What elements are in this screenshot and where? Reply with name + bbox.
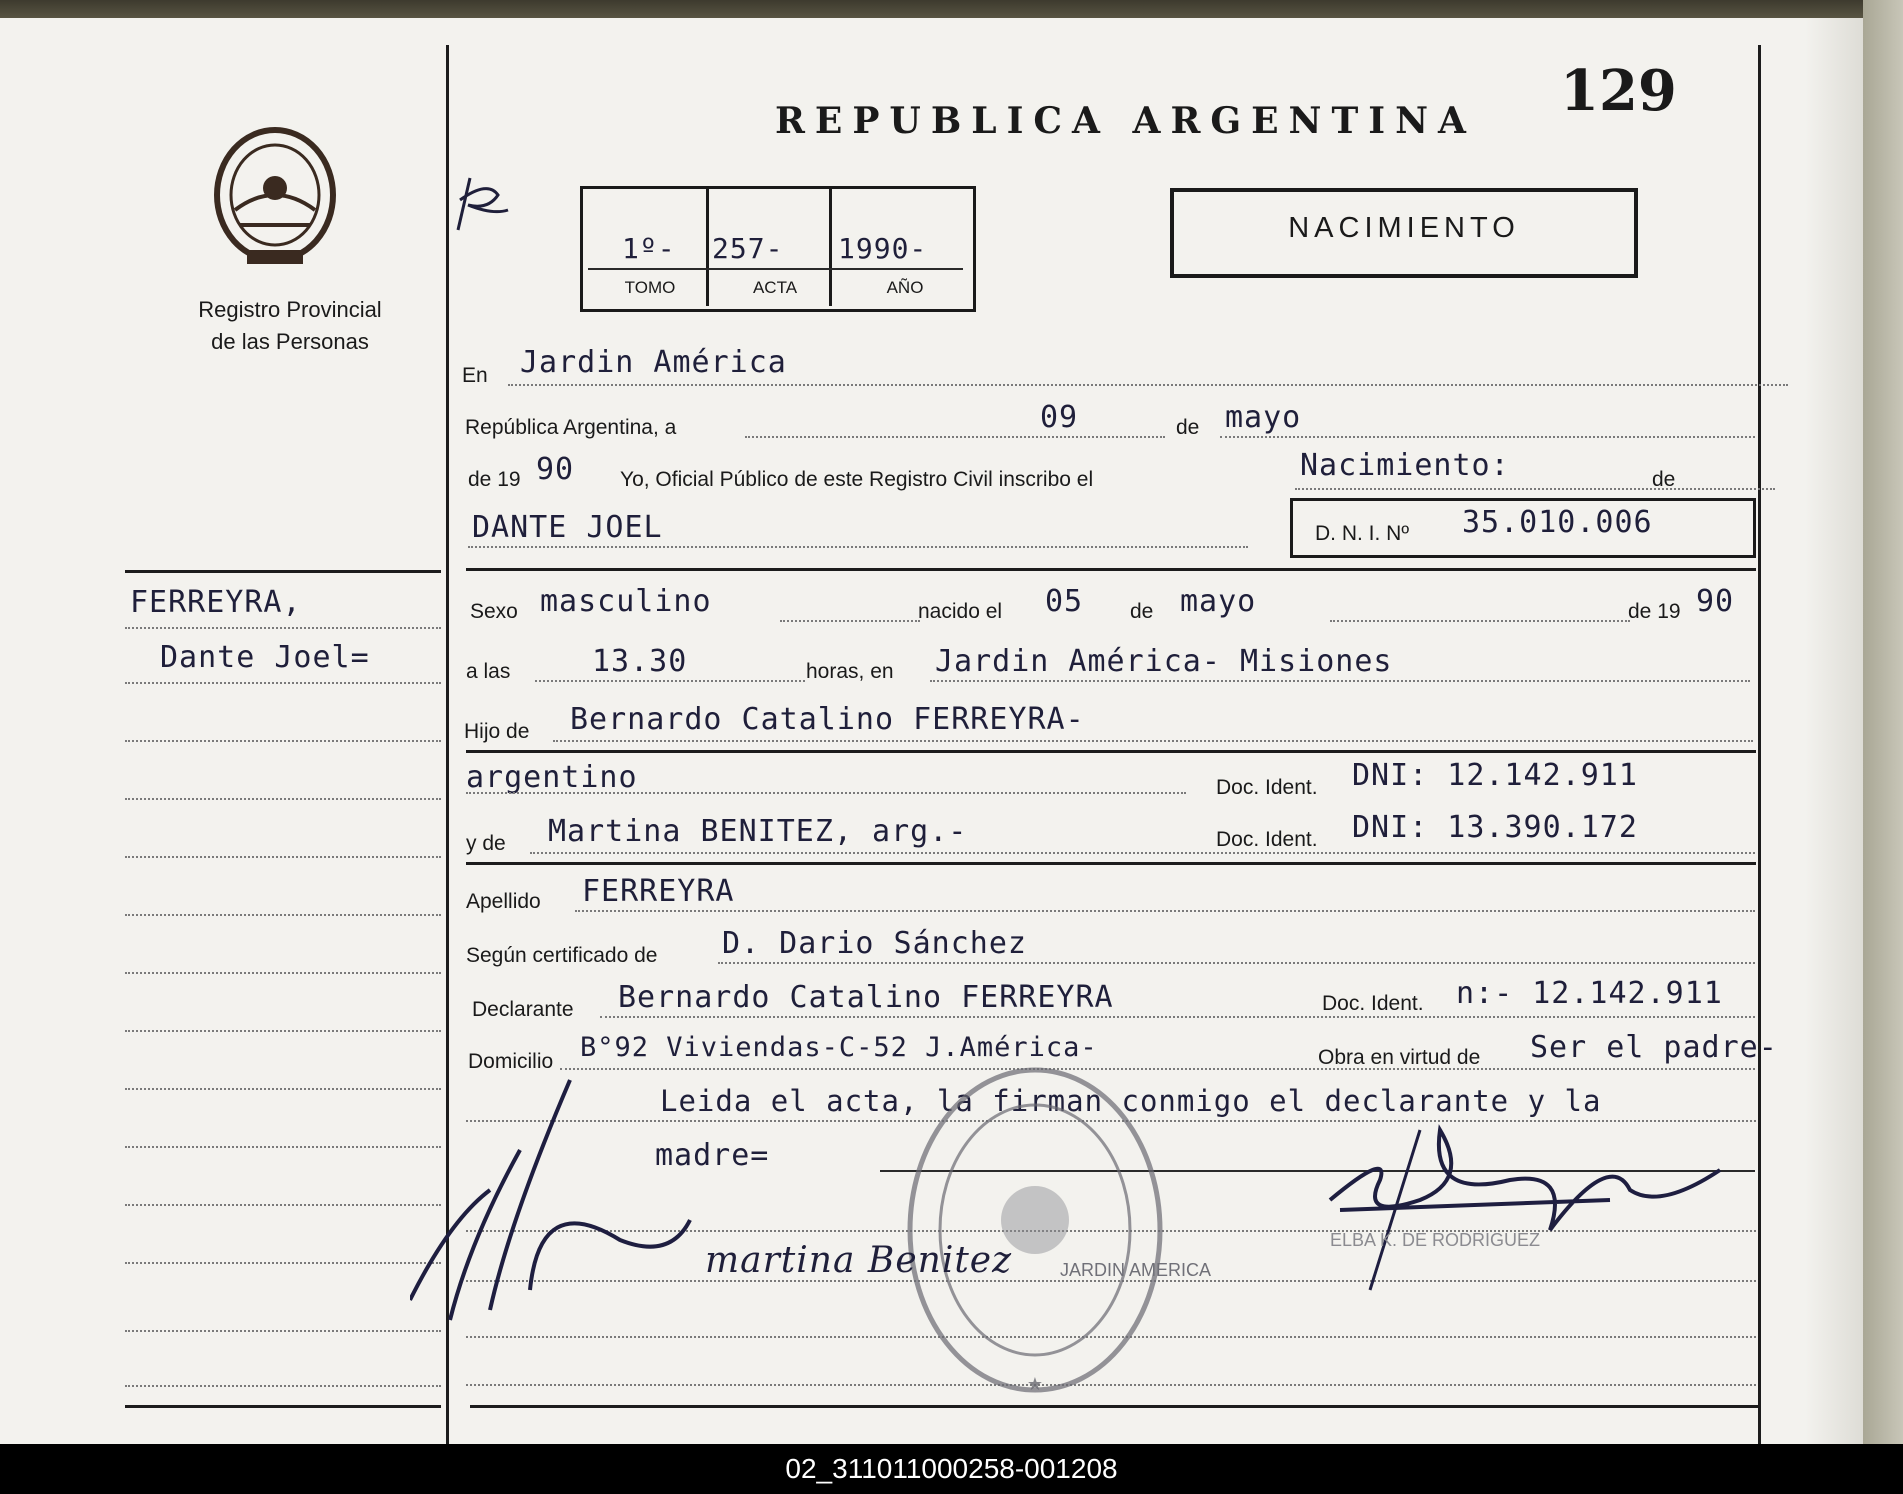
stamp-town: JARDIN AMERICA	[1060, 1260, 1212, 1280]
margin-surname: FERREYRA,	[130, 585, 302, 620]
year-suffix: 90	[536, 452, 575, 487]
body-bottom-rule	[470, 1405, 1758, 1408]
doc-label-declarante: Doc. Ident.	[1322, 992, 1424, 1015]
registry-stamp-icon	[900, 1060, 1170, 1400]
doc-label-father: Doc. Ident.	[1216, 776, 1318, 799]
event-value: Nacimiento:	[1300, 448, 1510, 483]
tomo-value: 1º-	[622, 232, 676, 265]
official-stamp-text: ELBA K. DE RODRIGUEZ	[1330, 1230, 1541, 1250]
birth-month: mayo	[1180, 584, 1257, 619]
apellido-label: Apellido	[466, 890, 541, 913]
sexo-label: Sexo	[470, 600, 518, 623]
mother-signature: martina Benitez	[705, 1240, 1013, 1281]
domicilio-value: B°92 Viviendas-C-52 J.América-	[580, 1032, 1098, 1063]
mother-doc: DNI: 13.390.172	[1352, 810, 1638, 845]
horas-label: horas, en	[806, 660, 894, 683]
child-names: DANTE JOEL	[472, 510, 663, 545]
de-label-3: de	[1130, 600, 1154, 623]
yde-label: y de	[466, 832, 506, 855]
misiones-emblem-icon	[205, 120, 345, 270]
declarant-signature-icon	[1310, 1110, 1730, 1300]
initials-mark-icon	[448, 170, 518, 240]
acta-label: ACTA	[752, 278, 798, 297]
birth-year-suffix: 90	[1696, 584, 1735, 619]
doc-label-mother: Doc. Ident.	[1216, 828, 1318, 851]
birth-place: Jardin América- Misiones	[935, 644, 1393, 679]
hour-value: 13.30	[592, 644, 688, 679]
dni-label: D. N. I. Nº	[1315, 522, 1410, 545]
hijo-label: Hijo de	[464, 720, 530, 743]
de19-label: de 19	[468, 468, 521, 491]
mother-name: Martina BENITEZ, arg.-	[548, 814, 968, 849]
certificate-value: D. Dario Sánchez	[722, 926, 1027, 961]
republica-label: República Argentina, a	[465, 416, 677, 439]
day-value: 09	[1040, 400, 1079, 435]
nacido-label: nacido el	[918, 600, 1003, 623]
file-id: 02_311011000258-001208	[785, 1453, 1118, 1484]
country-title: REPUBLICA ARGENTINA	[775, 100, 1476, 142]
father-name: Bernardo Catalino FERREYRA-	[570, 702, 1085, 737]
declarante-value: Bernardo Catalino FERREYRA	[618, 980, 1114, 1015]
birth-day: 05	[1045, 584, 1084, 619]
act-type: NACIMIENTO	[1288, 212, 1520, 244]
obra-label: Obra en virtud de	[1318, 1046, 1481, 1069]
dni-value: 35.010.006	[1462, 505, 1653, 540]
sexo-value: masculino	[540, 584, 712, 619]
official-signature-icon	[410, 1070, 710, 1330]
leida-line1: Leida el acta, la firman conmigo el declarante y la	[660, 1084, 1602, 1118]
obra-value: Ser el padre-	[1530, 1030, 1778, 1065]
tomo-label: TOMO	[624, 278, 676, 297]
place-value: Jardin América	[520, 345, 787, 380]
margin-names: Dante Joel=	[160, 640, 370, 675]
de19b-label: de 19	[1628, 600, 1681, 623]
margin-bottom-rule	[125, 1405, 441, 1408]
apellido-value: FERREYRA	[582, 874, 735, 909]
alas-label: a las	[466, 660, 511, 683]
leida-line2: madre=	[655, 1138, 770, 1173]
father-nationality: argentino	[466, 760, 638, 795]
en-label: En	[462, 364, 488, 387]
domicilio-label: Domicilio	[468, 1050, 554, 1073]
de-label-1: de	[1176, 416, 1200, 439]
registry-line2: de las Personas	[211, 329, 369, 354]
registry-line1: Registro Provincial	[198, 297, 382, 322]
margin-top-rule	[125, 570, 441, 573]
yo-text: Yo, Oficial Público de este Registro Civil inscribo el	[620, 468, 1094, 491]
svg-text:★: ★	[1026, 1374, 1044, 1394]
background-right	[1863, 0, 1903, 1494]
segun-label: Según certificado de	[466, 944, 658, 967]
declarante-label: Declarante	[472, 998, 574, 1021]
ano-label: AÑO	[886, 278, 924, 297]
right-column-rule	[1758, 45, 1761, 1445]
month-value: mayo	[1225, 400, 1302, 435]
acta-value: 257-	[712, 232, 784, 265]
page-number: 129	[1560, 58, 1677, 124]
ano-value: 1990-	[838, 232, 928, 265]
declarante-doc: n:- 12.142.911	[1456, 976, 1723, 1011]
father-doc: DNI: 12.142.911	[1352, 758, 1638, 793]
de-label-2: de	[1652, 468, 1676, 491]
